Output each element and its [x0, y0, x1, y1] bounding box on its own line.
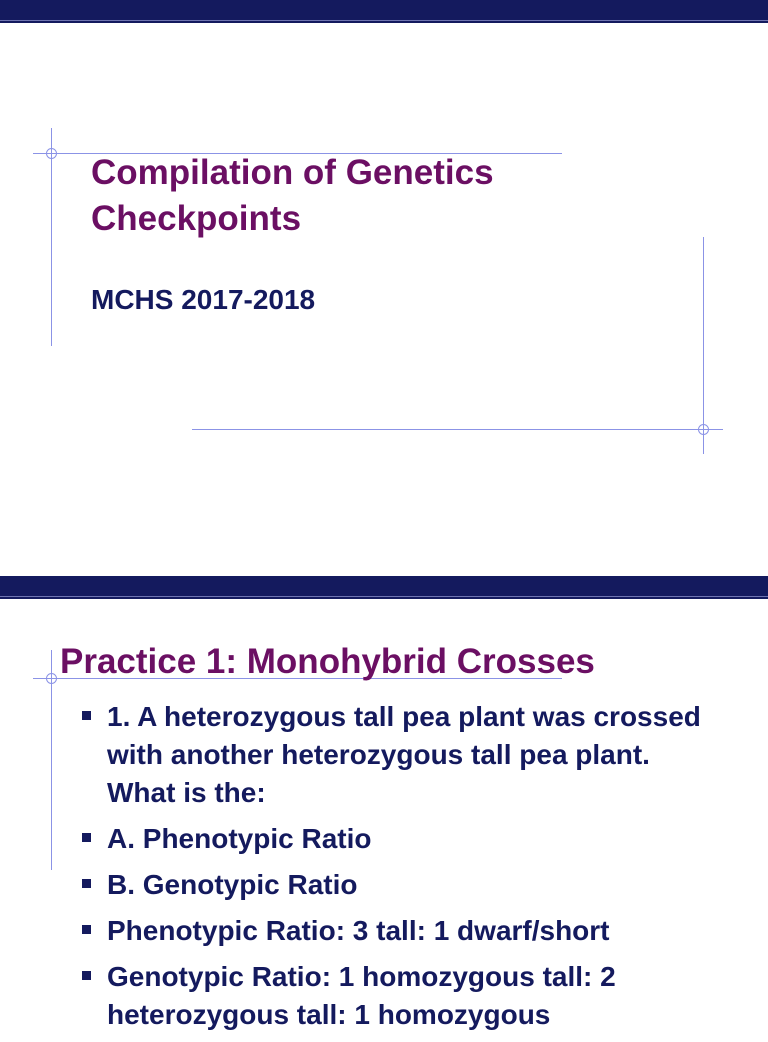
- decorative-horizontal-line: [192, 429, 723, 430]
- decorative-vertical-line: [703, 237, 704, 454]
- bullet-text: Genotypic Ratio: 1 homozygous tall: 2 heterozygous tall: 1 homozygous: [107, 961, 616, 1030]
- crosshair-circle-icon: [46, 673, 57, 684]
- crosshair-circle-icon: [46, 148, 57, 159]
- square-bullet-icon: [82, 971, 91, 980]
- decorative-vertical-line: [51, 128, 52, 346]
- bullet-text: A. Phenotypic Ratio: [107, 823, 372, 854]
- list-item: [80, 820, 720, 858]
- bullet-text: Phenotypic Ratio: 3 tall: 1 dwarf/short: [107, 915, 610, 946]
- slide-title-heading: Compilation of Genetics Checkpoints: [91, 153, 494, 238]
- practice-title: Practice 1: Monohybrid Crosses: [60, 642, 595, 681]
- crosshair-circle-icon: [698, 424, 709, 435]
- list-item: [80, 958, 720, 1034]
- square-bullet-icon: [82, 879, 91, 888]
- slide-subtitle: MCHS 2017-2018: [91, 284, 316, 315]
- square-bullet-icon: [82, 711, 91, 720]
- header-band-line: [0, 597, 768, 599]
- question-bullet-list: [80, 698, 720, 1042]
- header-band: [0, 576, 768, 596]
- bullet-text: 1. A heterozygous tall pea plant was crossed with another heterozygous tall pea plant. What is the:: [107, 701, 701, 808]
- bullet-text: B. Genotypic Ratio: [107, 869, 358, 900]
- square-bullet-icon: [82, 833, 91, 842]
- square-bullet-icon: [82, 925, 91, 934]
- list-item: [80, 912, 720, 950]
- list-item: [80, 698, 720, 812]
- header-band: [0, 0, 768, 20]
- header-band-line: [0, 21, 768, 23]
- list-item: [80, 866, 720, 904]
